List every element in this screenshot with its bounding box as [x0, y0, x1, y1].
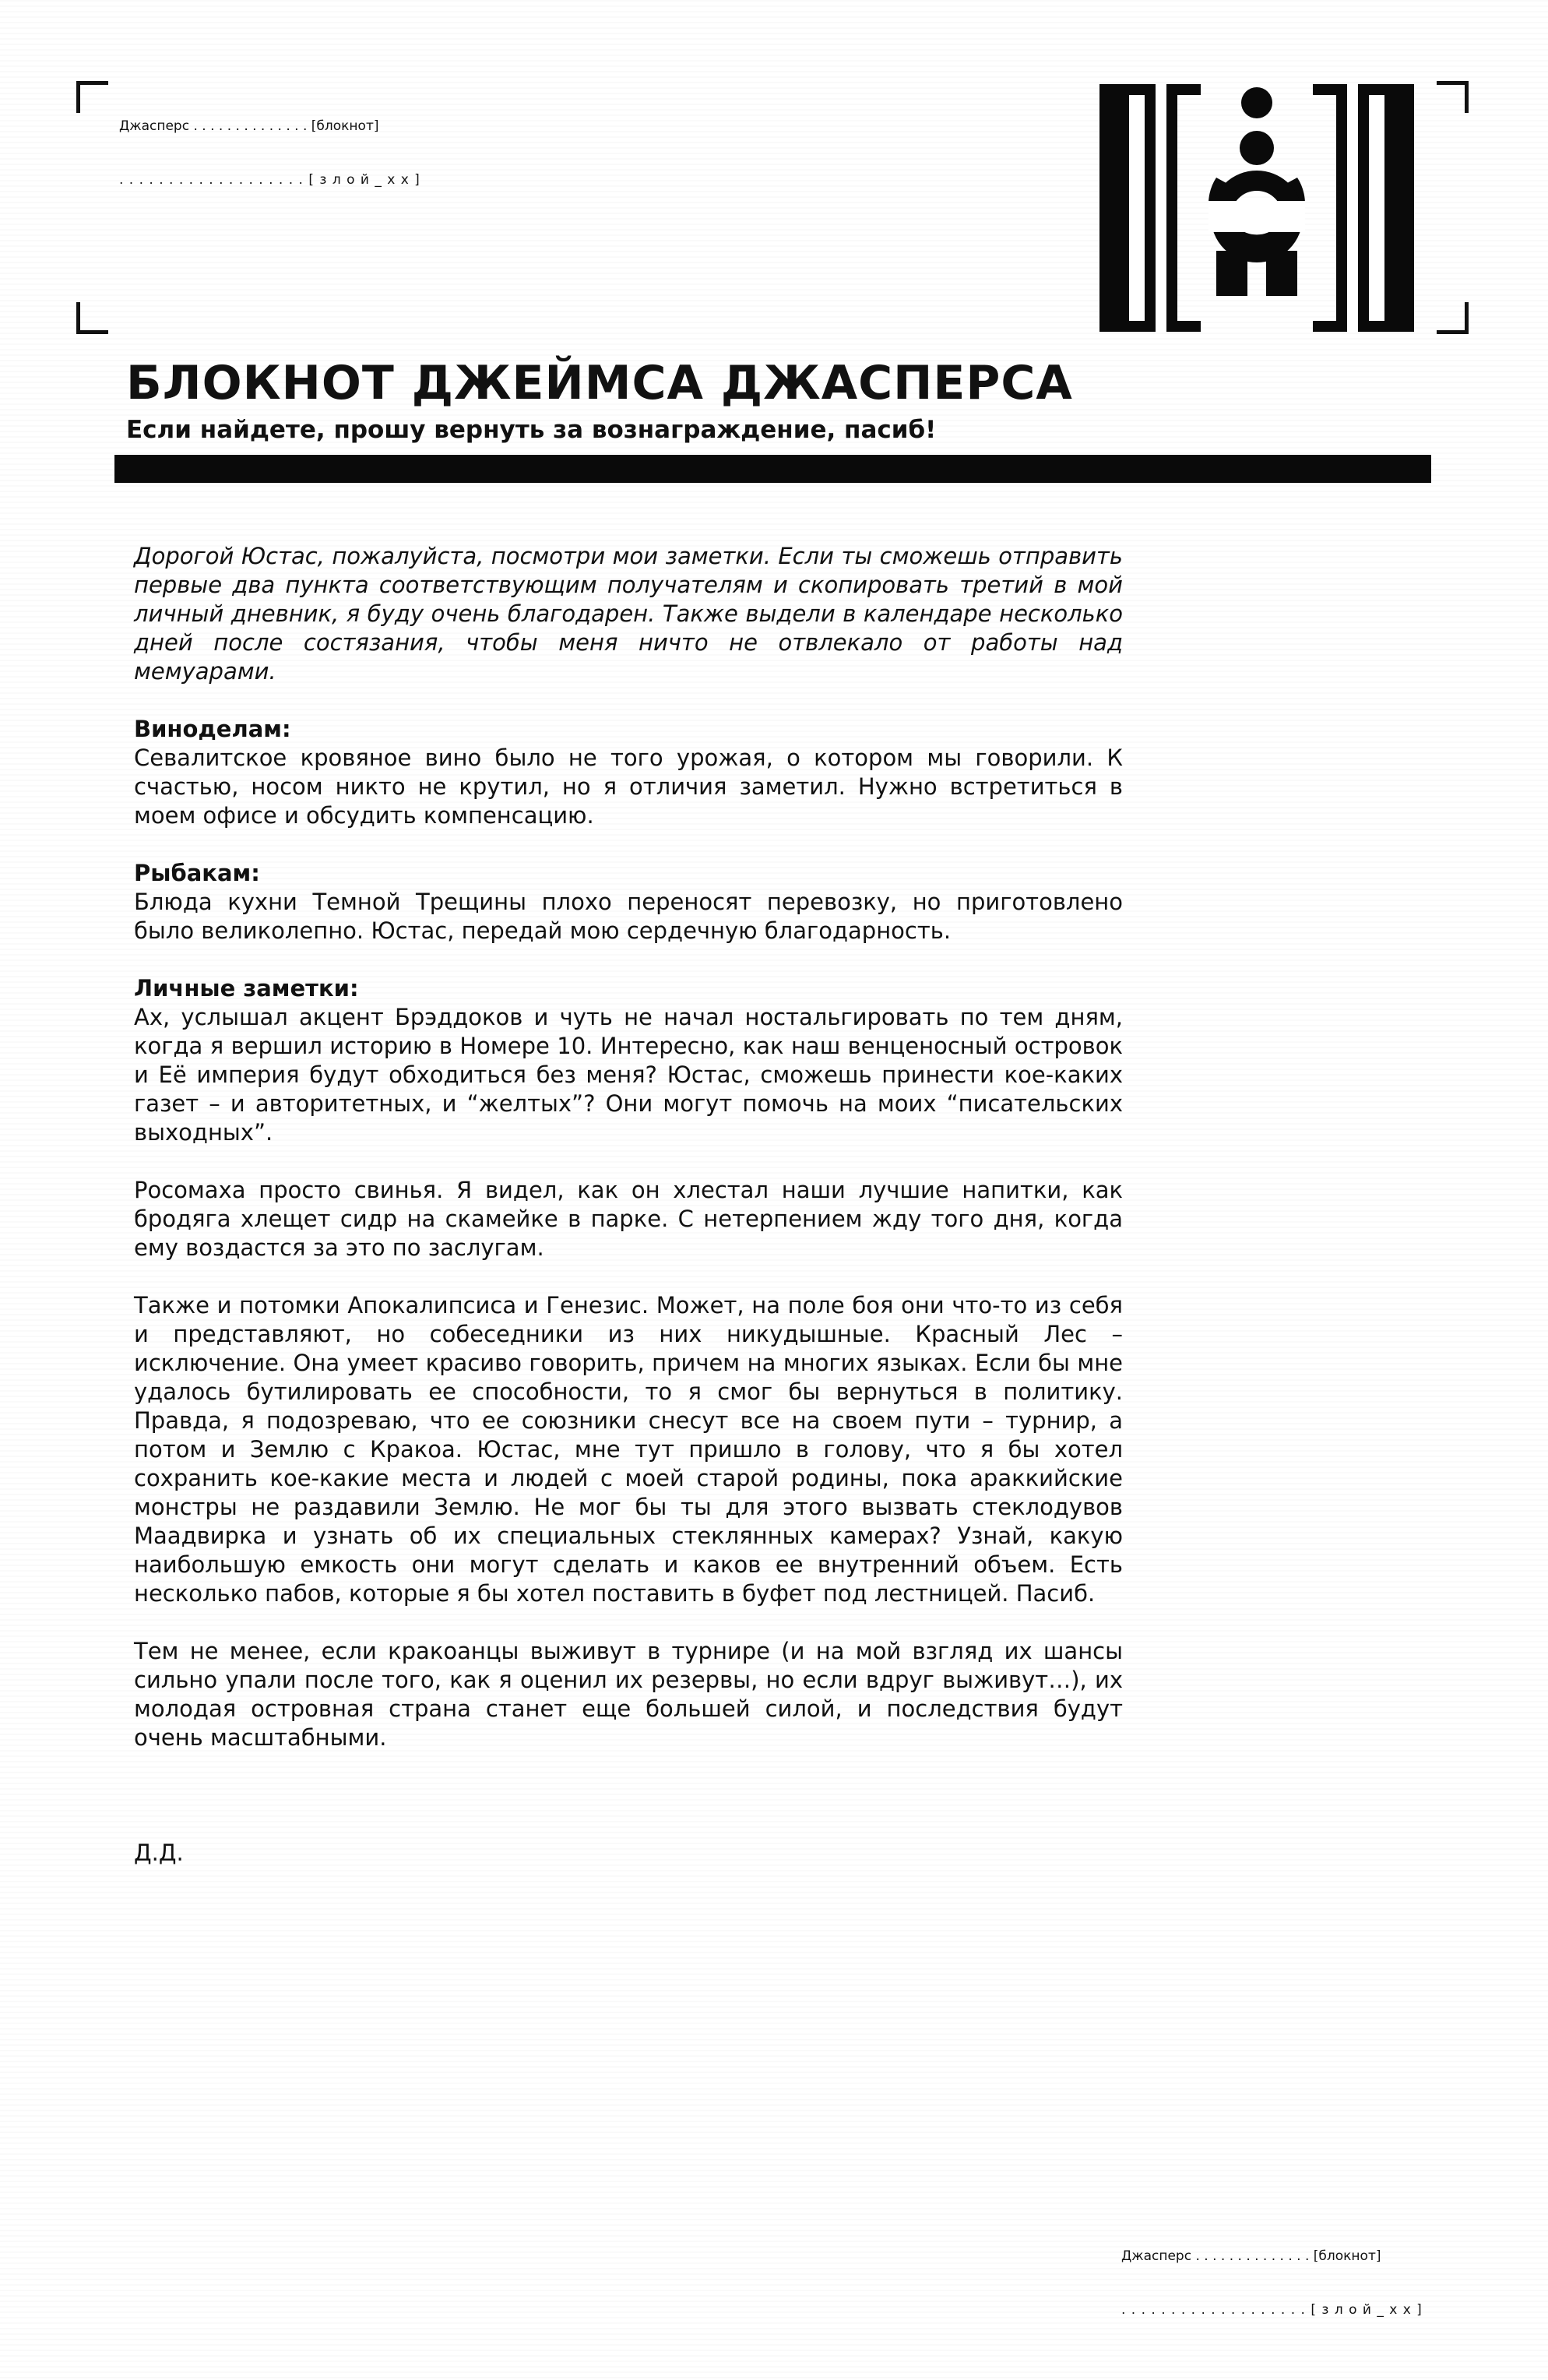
section-text-fishermen: Блюда кухни Темной Трещины плохо переносят перевозку, но приготовлено было великолепно. Юстас, передай мою сердечную благодарность.: [134, 889, 1123, 944]
personal-paragraph-1: Ах, услышал акцент Брэддоков и чуть не начал ностальгировать по тем дням, когда я вершил историю в Номере 10. Интересно, как наш венценосный островок и Её империя будут обходиться без меня? Юстас, сможешь принести кое-каких газет – и авторитетных, и “желтых”? Они могут помочь на моих “писательских выходных”.: [134, 1004, 1123, 1146]
personal-paragraph-4: Тем не менее, если кракоанцы выживут в турнире (и на мой взгляд их шансы сильно упали после того, как я оценил их резервы, но если вдруг выживут…), их молодая островная страна станет еще большей силой, и последствия будут очень масштабными.: [134, 1638, 1123, 1751]
section-heading-personal-notes: Личные заметки:: [134, 975, 359, 1002]
page-subtitle: Если найдете, прошу вернуть за вознаграждение, пасиб!: [126, 416, 937, 444]
section-heading-winemakers: Виноделам:: [134, 716, 291, 742]
section-fishermen: [134, 859, 1123, 945]
section-winemakers: [134, 715, 1123, 830]
footer-meta-line2: . . . . . . . . . . . . . . . . . . . [ з л о й _ х х ]: [1121, 2302, 1423, 2318]
title-divider-bar: [114, 455, 1431, 483]
letter-body: [134, 542, 1123, 1868]
corner-mark-bottom-right: [1437, 302, 1469, 334]
header-meta-line1: Джасперс . . . . . . . . . . . . . . [блокнот]: [119, 118, 379, 134]
corner-mark-bottom-left: [76, 302, 108, 334]
page-title: БЛОКНОТ ДЖЕЙМСА ДЖАСПЕРСА: [126, 356, 1073, 410]
header-meta-line2: . . . . . . . . . . . . . . . . . . . [ з л о й _ х х ]: [119, 172, 420, 188]
letter-intro: Дорогой Юстас, пожалуйста, посмотри мои заметки. Если ты сможешь отправить первые два пункта соответствующим получателям и скопировать третий в мой личный дневник, я буду очень благодарен. Также выдели в календаре несколько дней после состязания, чтобы меня ничто не отвлекало от работы над мемуарами.: [134, 543, 1123, 685]
section-heading-fishermen: Рыбакам:: [134, 860, 260, 886]
hellfire-club-emblem-icon: [1099, 84, 1414, 332]
signature: Д.Д.: [134, 1840, 184, 1866]
corner-mark-top-left: [76, 81, 108, 113]
personal-paragraph-2: Росомаха просто свинья. Я видел, как он хлестал наши лучшие напитки, как бродяга хлещет сидр на скамейке в парке. С нетерпением жду того дня, когда ему воздастся за это по заслугам.: [134, 1177, 1123, 1261]
personal-paragraph-3: Также и потомки Апокалипсиса и Генезис. Может, на поле боя они что-то из себя и представляют, но собеседники из них никудышные. Красный Лес – исключение. Она умеет красиво говорить, причем на многих языках. Если бы мне удалось бутилировать ее способности, то я смог бы вернуться в политику. Правда, я подозреваю, что ее союзники снесут все на своем пути – турнир, а потом и Землю с Кракоа. Юстас, мне тут пришло в голову, что я бы хотел сохранить кое-какие места и людей с моей старой родины, пока араккийские монстры не раздавили Землю. Не мог бы ты для этого вызвать стеклодувов Маадвирка и узнать об их специальных стеклянных камерах? Узнай, какую наибольшую емкость они могут сделать и каков ее внутренний объем. Есть несколько пабов, которые я бы хотел поставить в буфет под лестницей. Пасиб.: [134, 1292, 1123, 1607]
header-meta: [119, 82, 420, 207]
footer-meta-line1: Джасперс . . . . . . . . . . . . . . [блокнот]: [1121, 2248, 1381, 2264]
footer-meta: [1121, 2212, 1423, 2337]
corner-mark-top-right: [1437, 81, 1469, 113]
section-personal-notes: [134, 974, 1123, 1147]
section-text-winemakers: Севалитское кровяное вино было не того урожая, о котором мы говорили. К счастью, носом никто не крутил, но я отличия заметил. Нужно встретиться в моем офисе и обсудить компенсацию.: [134, 745, 1123, 829]
